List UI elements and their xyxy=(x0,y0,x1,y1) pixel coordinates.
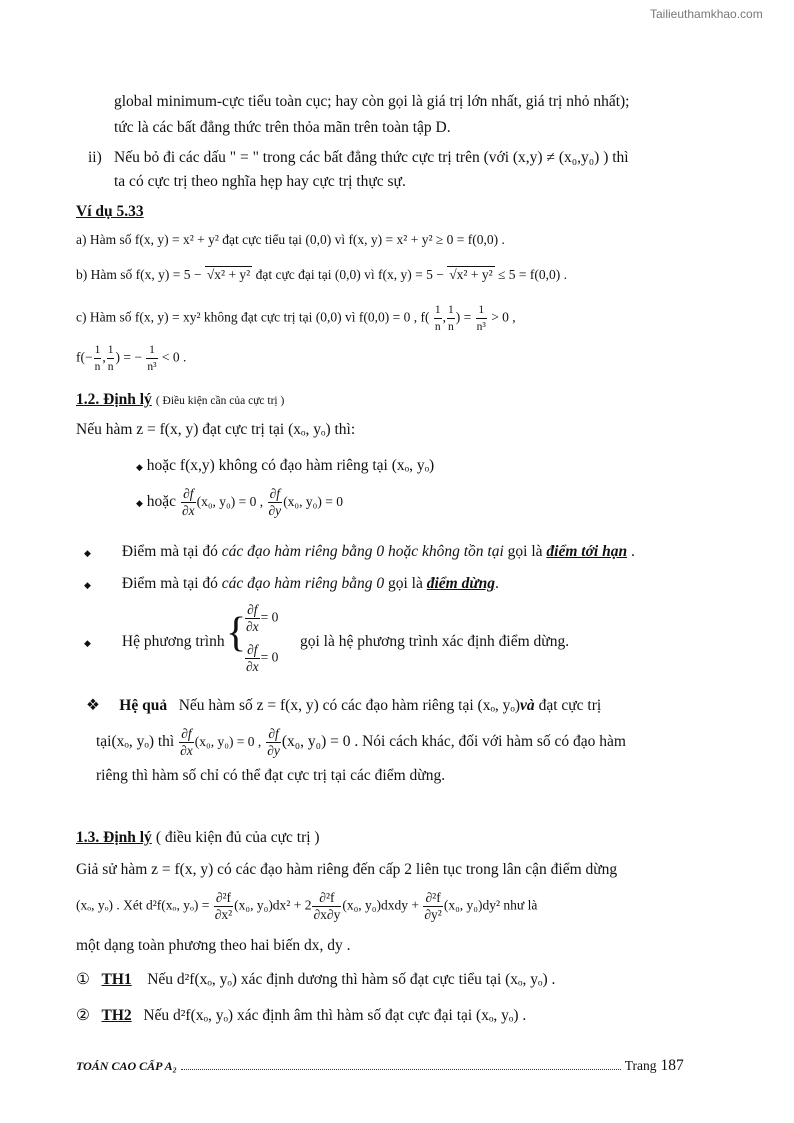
corollary-line-1-post: đạt cực trị xyxy=(534,697,602,714)
footer-title: TOÁN CAO CẤP A₂ xyxy=(76,1059,177,1073)
critical-point-term: điểm tới hạn xyxy=(546,543,628,560)
comma: , xyxy=(256,494,267,510)
stationary-def-pre: Điểm mà tại đó xyxy=(121,575,222,592)
page-number: 187 xyxy=(660,1057,684,1074)
partial-fx: $\frac{\partial f}{\partial x}$ xyxy=(246,602,259,634)
critical-def-end: . xyxy=(627,543,635,560)
footer xyxy=(76,1056,684,1076)
example-b-sqrt-1: √x² + y² xyxy=(206,267,251,282)
theorem-12-title: 1.2. Định lý xyxy=(76,391,152,408)
case-th2 xyxy=(76,1006,526,1026)
page-label: Trang xyxy=(624,1058,657,1073)
intro-line-2: tức là các bất đẳng thức trên thỏa mãn trên toàn tập D. xyxy=(114,119,451,136)
example-c: c) Hàm số f(x, y) = xy² không đạt cực trị tại (0,0) vì f(0,0) = 0 , f( $\frac{1}{n}$ , $\frac{1}{n}$ ) = $\frac{1}{\text{n³}}$ > 0 , xyxy=(76,304,516,333)
eq-zero: = 0 xyxy=(260,609,279,625)
ii-line-1: Nếu bỏ đi các dấu " = " trong các bất đẳng thức cực trị trên (với (x,y) ≠ (x₀,y₀) ) thì xyxy=(114,149,629,166)
th1-label: TH1 xyxy=(101,971,132,988)
eq-zero: = 0 xyxy=(260,649,279,665)
partial-fx: $\frac{\partial f}{\partial x}$ xyxy=(181,486,195,518)
case-th1 xyxy=(76,970,555,990)
th2-label: TH2 xyxy=(101,1007,132,1024)
fraction: $\frac{1}{n}$ xyxy=(107,344,114,373)
system-pre xyxy=(84,632,225,653)
theorem-12-heading xyxy=(76,390,284,410)
example-title: Ví dụ 5.33 xyxy=(76,203,144,220)
circled-one-icon: ① xyxy=(76,971,90,988)
critical-point-def xyxy=(84,542,635,563)
footer-dots xyxy=(181,1059,621,1070)
system-eq-2 xyxy=(244,642,278,675)
stationary-point-term: điểm dừng xyxy=(426,575,495,592)
condition-bullet-1-text: hoặc f(x,y) không có đạo hàm riêng tại (xₒ, yₒ) xyxy=(146,457,435,474)
fraction: $\frac{1}{\text{n³}}$ xyxy=(476,304,486,333)
partial-fy: $\frac{\partial f}{\partial y}$ xyxy=(268,486,282,518)
condition-fx-zero: (x₀, y₀) = 0 xyxy=(196,494,257,510)
corollary-line-1 xyxy=(86,696,601,716)
corollary-line-3: riêng thì hàm số chỉ có thể đạt cực trị tại các điểm dừng. xyxy=(96,767,446,784)
example-a: a) Hàm số f(x, y) = x² + y² đạt cực tiểu tại (0,0) vì f(x, y) = x² + y² ≥ 0 = f(0,0) . xyxy=(76,232,505,247)
bullet-icon: ◆ xyxy=(84,580,91,590)
watermark: Tailieuthamkhao.com xyxy=(650,7,763,21)
theorem-13-line-2 xyxy=(76,890,537,923)
corollary-line-2-post: (x₀, y₀) = 0 . Nói cách khác, đối với hàm số có đạo hàm xyxy=(281,733,626,751)
example-b-pre: b) Hàm số f(x, y) = 5 − xyxy=(76,267,202,282)
corollary-line-1-pre: Nếu hàm số z = f(x, y) có các đạo hàm riêng tại (xₒ, yₒ) xyxy=(178,697,521,714)
example-c2-post: < 0 . xyxy=(161,349,187,365)
brace-icon: { xyxy=(226,610,247,656)
theorem-13-subtitle: ( điều kiện đủ của cực trị ) xyxy=(155,829,320,846)
example-b-post: ≤ 5 = f(0,0) . xyxy=(498,267,568,282)
theorem-13-title: 1.3. Định lý xyxy=(76,829,152,846)
stationary-def-italic: các đạo hàm riêng bằng 0 xyxy=(221,575,385,592)
term-1: (x₀, y₀)dx² + 2 xyxy=(234,897,312,913)
intro-line-1: global minimum-cực tiểu toàn cục; hay còn gọi là giá trị lớn nhất, giá trị nhỏ nhất); xyxy=(114,93,630,110)
diamond-icon: ❖ xyxy=(86,697,100,714)
fraction: $\frac{1}{n}$ xyxy=(448,304,454,333)
bullet-icon: ◆ xyxy=(84,548,91,558)
circled-two-icon: ② xyxy=(76,1007,90,1024)
theorem-13-line-3: một dạng toàn phương theo hai biến dx, dy . xyxy=(76,937,351,954)
corollary-line-2-mid: (x₀, y₀) = 0 , xyxy=(194,734,262,750)
theorem-12-intro: Nếu hàm z = f(x, y) đạt cực trị tại (xₒ, yₒ) thì: xyxy=(76,421,356,438)
stationary-def-end: . xyxy=(495,575,499,592)
theorem-13-line-2-post: như là xyxy=(500,897,538,913)
fraction: $\frac{1}{n}$ xyxy=(94,344,101,373)
system-eq-1 xyxy=(244,602,278,635)
th2-text: Nếu d²f(xₒ, yₒ) xác định âm thì hàm số đạt cực đại tại (xₒ, yₒ) . xyxy=(143,1007,527,1024)
critical-def-pre: Điểm mà tại đó xyxy=(121,543,222,560)
example-c2-pre: f(− xyxy=(76,349,93,365)
partial-fxy: $\frac{\text{∂²f}}{\partial x\partial y}$ xyxy=(313,890,341,922)
th1-text: Nếu d²f(xₒ, yₒ) xác định dương thì hàm số đạt cực tiểu tại (xₒ, yₒ) . xyxy=(147,971,556,988)
theorem-13-line-1: Giả sử hàm z = f(x, y) có các đạo hàm riêng đến cấp 2 liên tục trong lân cận điểm dừng xyxy=(76,861,618,878)
stationary-point-def xyxy=(84,574,499,595)
critical-def-italic: các đạo hàm riêng bằng 0 hoặc không tồn tại xyxy=(221,543,504,560)
partial-fy: $\frac{\partial f}{\partial x}$ xyxy=(246,642,259,674)
stationary-def-mid: gọi là xyxy=(384,575,427,592)
bullet-icon: ◆ xyxy=(136,498,143,509)
example-b xyxy=(76,266,567,283)
system-post: gọi là hệ phương trình xác định điểm dừng. xyxy=(300,633,570,650)
corollary-line-2 xyxy=(96,726,626,759)
critical-def-mid: gọi là xyxy=(503,543,547,560)
partial-fxx: $\frac{\text{∂²f}}{\text{∂x²}}$ xyxy=(214,890,233,922)
example-c-2: f(− $\frac{1}{n}$ , $\frac{1}{n}$ ) = − $\frac{1}{\text{n³}}$ < 0 . xyxy=(76,344,187,373)
ii-line-2: ta có cực trị theo nghĩa hẹp hay cực trị thực sự. xyxy=(114,173,406,190)
partial-fyy: $\frac{\text{∂²f}}{\text{∂y²}}$ xyxy=(424,890,442,922)
ii-label: ii) xyxy=(88,149,102,166)
partial-fy: $\frac{\partial f}{\partial y}$ xyxy=(267,726,280,758)
second-differential-label: (xₒ, yₒ) . Xét d²f(xₒ, yₒ) = xyxy=(76,897,210,913)
corollary-line-2-pre: tại(xₒ, yₒ) thì xyxy=(96,733,175,751)
example-b-mid: đạt cực đại tại (0,0) vì f(x, y) = 5 − xyxy=(255,267,444,282)
condition-bullet-2-pre: hoặc xyxy=(146,493,177,511)
condition-bullet-2 xyxy=(136,486,343,519)
bullet-icon: ◆ xyxy=(136,462,143,472)
corollary-va: và xyxy=(520,697,535,714)
fraction: $\frac{1}{\text{n³}}$ xyxy=(147,344,157,373)
condition-bullet-1 xyxy=(136,456,434,477)
system-label: Hệ phương trình xyxy=(121,633,225,650)
bullet-icon: ◆ xyxy=(84,638,91,648)
condition-fy-zero: (x₀, y₀) = 0 xyxy=(283,494,343,510)
term-3: (x₀, y₀)dy² xyxy=(443,897,501,913)
partial-fx: $\frac{\partial f}{\partial x}$ xyxy=(180,726,193,758)
term-2: (x₀, y₀)dxdy + xyxy=(342,897,419,913)
theorem-12-subtitle: ( Điều kiện cần của cực trị ) xyxy=(155,395,285,407)
fraction: $\frac{1}{n}$ xyxy=(434,304,441,333)
theorem-13-heading xyxy=(76,828,320,848)
example-c-tail: > 0 , xyxy=(491,309,516,325)
example-c-pre: c) Hàm số f(x, y) = xy² không đạt cực trị tại (0,0) vì f(0,0) = 0 , f( xyxy=(76,309,430,325)
corollary-title: Hệ quả xyxy=(119,697,168,714)
example-b-sqrt-2: √x² + y² xyxy=(449,267,493,282)
